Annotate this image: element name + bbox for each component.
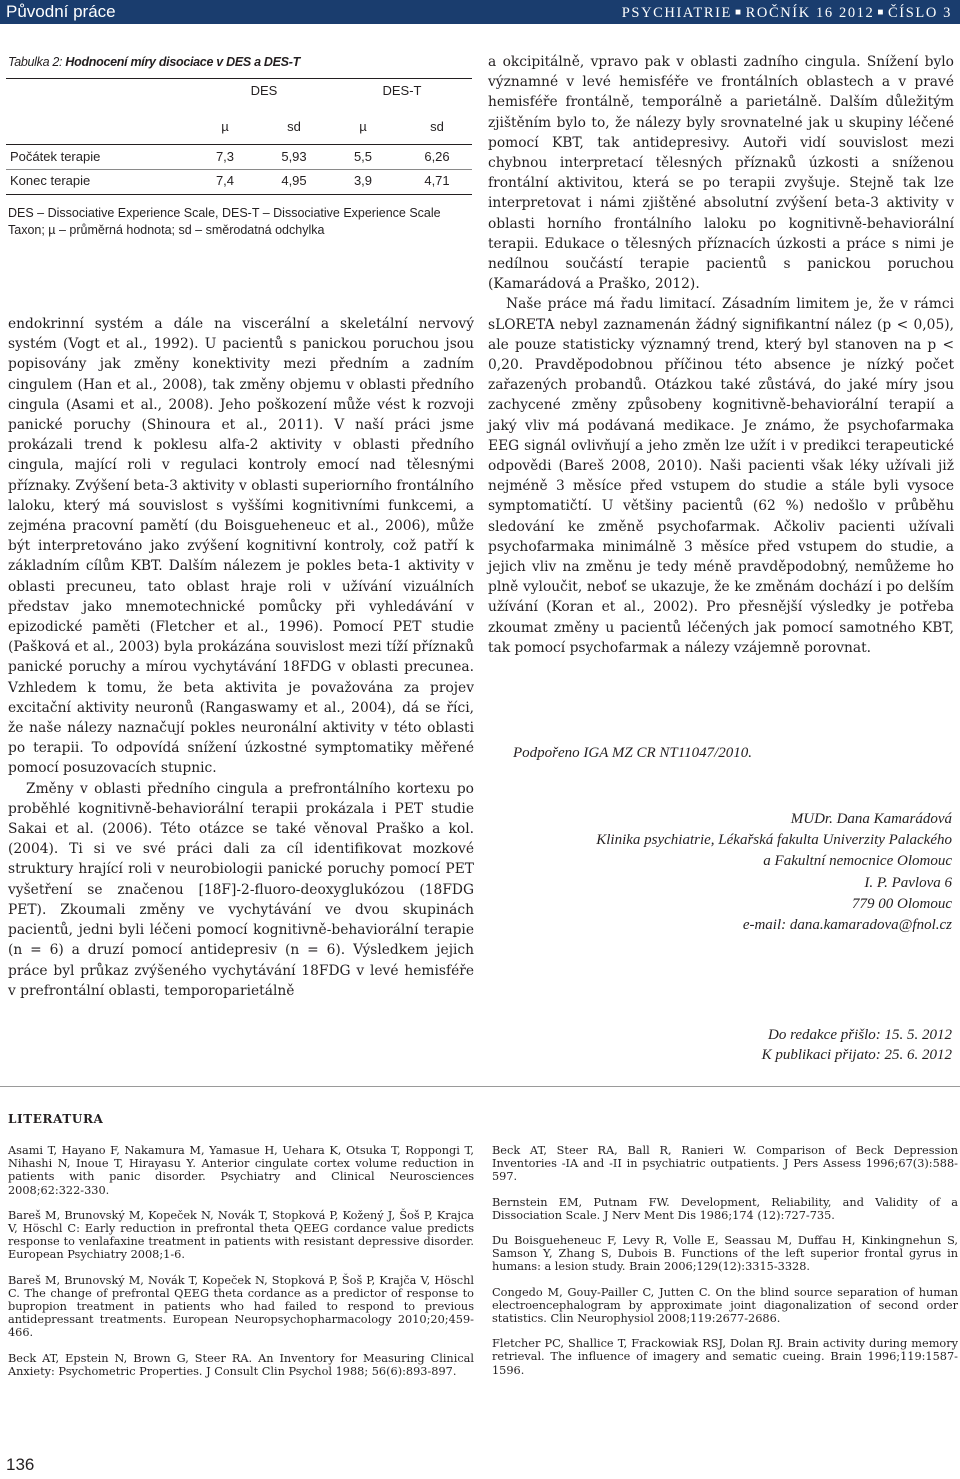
accepted-date: K publikaci přijato: 25. 6. 2012 (761, 1047, 952, 1063)
reference-item: Fletcher PC, Shallice T, Frackowiak RSJ, Dolan RJ. Brain activity during memory retrieval. The influence of imagery and sematic cueing. Brain 1996;119:1587-1596. (492, 1337, 958, 1377)
table-sub-header: sd (430, 119, 444, 134)
separator-square-icon: ■ (734, 7, 743, 18)
table-rule-bottom (6, 194, 472, 195)
received-date: Do redakce přišlo: 15. 5. 2012 (768, 1027, 952, 1043)
table-rule-head (6, 144, 472, 145)
author-affiliation: a Fakultní nemocnice Olomouc (763, 853, 952, 870)
author-email[interactable]: e-mail: dana.kamaradova@fnol.cz (742, 917, 952, 934)
table-caption (8, 55, 300, 69)
reference-item: Asami T, Hayano F, Nakamura M, Yamasue H, Uehara K, Otsuka T, Roppongi T, Nihashi N, Inoue T, Hirayasu Y. Anterior cingulate cortex volume reduction in patients with panic disorder. Psychiatry and Clinical Neurosciences 2008;62:322-330. (8, 1144, 474, 1197)
table-sub-header: sd (287, 119, 301, 134)
table-caption-title: Hodnocení míry disociace v DES a DES-T (65, 55, 300, 69)
reference-item: Beck AT, Steer RA, Ball R, Ranieri W. Comparison of Beck Depression Inventories -IA and -II in psychiatric outpatients. J Pers Assess 1996;67(3):588-597. (492, 1144, 958, 1184)
paragraph: Naše práce má řadu limitací. Zásadním limitem je, že v rámci sLORETA nebyl zaznamenán žádný signifikantní nález (p < 0,05), ale pouze statisticky významný trend, který byl stanoven na p < 0,20. Pravděpodobnou příčinou této absence je nízký počet zařazených probandů. Otázkou také zůstává, do jaké míry jsou zachycené změny způsobeny kognitivně-behaviorální terapií a jaký vliv má podávaná medikace. Je známo, že psychofarmaka EEG signál ovlivňují a jeho změn lze užít i v predikci terapeutické odpovědi (Bareš 2008, 2010). Naši pacienti však léky užívali již nejméně 3 měsíce před vstupem do studie a stále byli vysoce symptomatičtí. U většiny pacientů (62 %) nedošlo v průběhu sledování ke změně psychofarmak. Ačkoliv pacienti užívali psychofarmaka minimálně 3 měsíce před vstupem do studie, a jejich vliv na změnu je tedy méně pravděpodobný, nemůžeme ho plně vyloučit, neboť se ukazuje, že ke změnám dochází i po delším užívání (Koran et al., 2002). Pro přesnější výsledky je potřeba zkoumat změny u pacientů léčených jak pomocí samotného KBT, tak pomocí psychofarmak a nálezy vzájemně porovnat. (488, 296, 954, 656)
journal-year: 2012 (838, 5, 875, 21)
reference-item: Bareš M, Brunovský M, Novák T, Kopeček N, Stopková P, Šoš P, Krajča V, Höschl C. The change of prefrontal QEEG theta cordance as a predictor of response to bupropion treatment in patients who had failed to respond to previous antidepressant treatments. European Neuropsychopharmacology 2010;20;459-466. (8, 1273, 474, 1340)
table-cell: 7,3 (215, 149, 235, 164)
divider (0, 1086, 960, 1087)
author-signature (596, 809, 952, 936)
table-group-header: DES (250, 83, 278, 98)
page-number: 136 (6, 1455, 35, 1474)
author-name: MUDr. Dana Kamarádová (790, 811, 952, 827)
literature-title: LITERATURA (8, 1112, 104, 1126)
table-cell: 5,93 (281, 149, 307, 164)
reference-item: Du Boisgueheneuc F, Levy R, Volle E, Seassau M, Duffau H, Kinkingnehun S, Samson Y, Zhang S, Dubois B. Functions of the left superior frontal gyrus in humans: a lesion study. Brain 2006;129(12):3315-3328. (492, 1234, 958, 1274)
table-cell: 7,4 (215, 173, 235, 188)
table-caption-prefix: Tabulka 2: (8, 55, 66, 69)
reference-item: Bernstein EM, Putnam FW. Development, Reliability, and Validity of a Dissociation Scale. J Nerv Ment Dis 1986;174 (12):727-735. (492, 1195, 958, 1222)
separator-square-icon: ■ (877, 7, 886, 18)
journal-volume: ROČNÍK 16 (745, 5, 834, 21)
paragraph: endokrinní systém a dále na viscerální a skeletální nervový systém (Vogt et al., 1992). U pacientů s panickou poruchou jsou popisovány jak změny konektivity mezi předním a zadním cingulem (Han et al., 2008), tak změny objemu v oblasti předního cingula (Asami et al., 2008). Jeho poškození může vést k rozvoji panické poruchy (Shinoura et al., 2011). V naší práci jsme prokázali trend k poklesu alfa-2 aktivity v oblasti předního cingula, mající roli v regulaci kontroly emocí nad tělesnými příznaky. Zvýšení beta-3 aktivity v oblasti superiorního frontálního laloku, který má souvislost s vyššími kognitivními funkcemi, a zejména pracovní pamětí (du Boisgueheneuc et al., 2006), může být interpretováno jako zvýšení kognitivní kontroly, což patří k základním cílům KBT. Dalším nálezem je pokles beta-1 aktivity v oblasti precuneu, tato oblast hraje roli v užívání vizuálních představ jako mnemotechnické pomůcky při vyhledávání v epizodické paměti (Fletcher et al., 1996). Pomocí PET studie (Pašková et al., 2003) byla prokázána souvislost mezi tíží příznaků panické poruchy a mírou vychytávání 18FDG v oblasti precunea. Vzhledem k tomu, že beta aktivita je považována za projev excitační aktivity neuronů (Rangaswamy et al., 2004), dá se říci, že naše nálezy naznačují pokles neuronální aktivity v této oblasti po terapii. To odpovídá snížení úzkostné symptomatiky měřené pomocí posuzovacích stupnic. (8, 316, 474, 777)
table-row-label: Konec terapie (10, 173, 91, 188)
journal-info (622, 3, 952, 25)
author-address: I. P. Pavlova 6 (864, 874, 952, 891)
table-cell: 5,5 (353, 149, 373, 164)
reference-item: Congedo M, Gouy-Pailler C, Jutten C. On the blind source separation of human electroencephalogram by approximate joint diagonalization of second order statistics. Clin Neurophysiol 2008;119:2677-2686. (492, 1285, 958, 1326)
left-column-text (8, 314, 474, 1001)
page-header (0, 0, 960, 24)
table-row-label: Počátek terapie (10, 149, 101, 164)
table-cell: 3,9 (353, 173, 373, 188)
table-rule-mid (6, 169, 472, 170)
grant-support: Podpořeno IGA MZ CR NT11047/2010. (513, 745, 753, 761)
table-rule-top (6, 78, 472, 79)
table-sub-header: µ (221, 119, 229, 134)
dissociation-table (6, 78, 472, 198)
table-sub-header: µ (359, 119, 367, 134)
reference-item: Bareš M, Brunovský M, Kopeček N, Novák T, Stopková P, Kožený J, Šoš P, Krajca V, Höschl C: Early reduction in prefrontal theta QEEG cordance value predicts response to venlafaxine treatment in patients with resistant depressive disorder. European Psychiatry 2008;1-6. (8, 1208, 474, 1262)
journal-name: PSYCHIATRIE (621, 5, 732, 21)
reference-item: Beck AT, Epstein N, Brown G, Steer RA. An Inventory for Measuring Clinical Anxiety: Psychometric Properties. J Consult Clin Psychol 1988; 56(6):893-897. (8, 1351, 474, 1378)
table-cell: 6,26 (424, 149, 450, 164)
table-group-header: DES-T (382, 83, 422, 98)
journal-issue: ČÍSLO 3 (888, 5, 952, 21)
paragraph: Změny v oblasti předního cingula a prefrontálního kortexu po proběhlé kognitivně-behaviorální terapii prokázala i PET studie Sakai et al. (2006). Této otázce se také věnoval Praško a kol. (2004). Ti si ve své práci dali za cíl identifikovat mozkové struktury hrající roli v neurobiologii panické poruchy pomocí PET vyšetření se značenou [18F]-2-fluoro-deoxyglukózou (18FDG PET). Zkoumali změny ve vychytávání ve dvou skupinách pacientů, jedni byli léčeni pomocí kognitivně-behaviorální terapie (n = 6) a druzí pomocí antidepresiv (n = 6). Výsledkem jejich práce byl průkaz zvýšeného vychytávání 18FDG v levé hemisféře v prefrontální oblasti, temporoparietálně (8, 780, 474, 999)
paragraph: a okcipitálně, vpravo pak v oblasti zadního cingula. Snížení bylo významné v levé hemisféře ve frontálních oblastech a v pravé hemisféře frontálně, temporálně a parietálně. Dalším důležitým zjištěním bylo to, že nálezy byly srovnatelné jak u skupiny léčené pomocí KBT, tak antidepresivy. Autoři vidí souvislost mezi chybnou interpretací tělesných příznaků úzkosti a sníženou frontální aktivitou, která se po terapii zvyšuje. Stejně tak lze interpretovat i námi zjištěné absolutní zvýšení beta-3 aktivity v oblasti horního frontálního laloku po kognitivně-behaviorální terapii. Edukace o tělesných příznacích úzkosti a práce s nimi je nedílnou součástí terapie pacientů s panickou poruchou (Kamarádová a Praško, 2012). (488, 54, 954, 293)
author-affiliation: Klinika psychiatrie, Lékařská fakulta Univerzity Palackého (596, 832, 952, 849)
right-column-text (488, 52, 954, 658)
table-cell: 4,95 (281, 173, 307, 188)
table-footnote: DES – Dissociative Experience Scale, DES-T – Dissociative Experience Scale Taxon; µ – průměrná hodnota; sd – směrodatná odchylka (8, 206, 441, 237)
references-right (492, 1144, 958, 1389)
references-left (8, 1144, 474, 1390)
table-cell: 4,71 (424, 173, 450, 188)
submission-dates (762, 1025, 952, 1065)
section-title: Původní práce (6, 2, 116, 21)
author-address: 779 00 Olomouc (852, 895, 952, 912)
